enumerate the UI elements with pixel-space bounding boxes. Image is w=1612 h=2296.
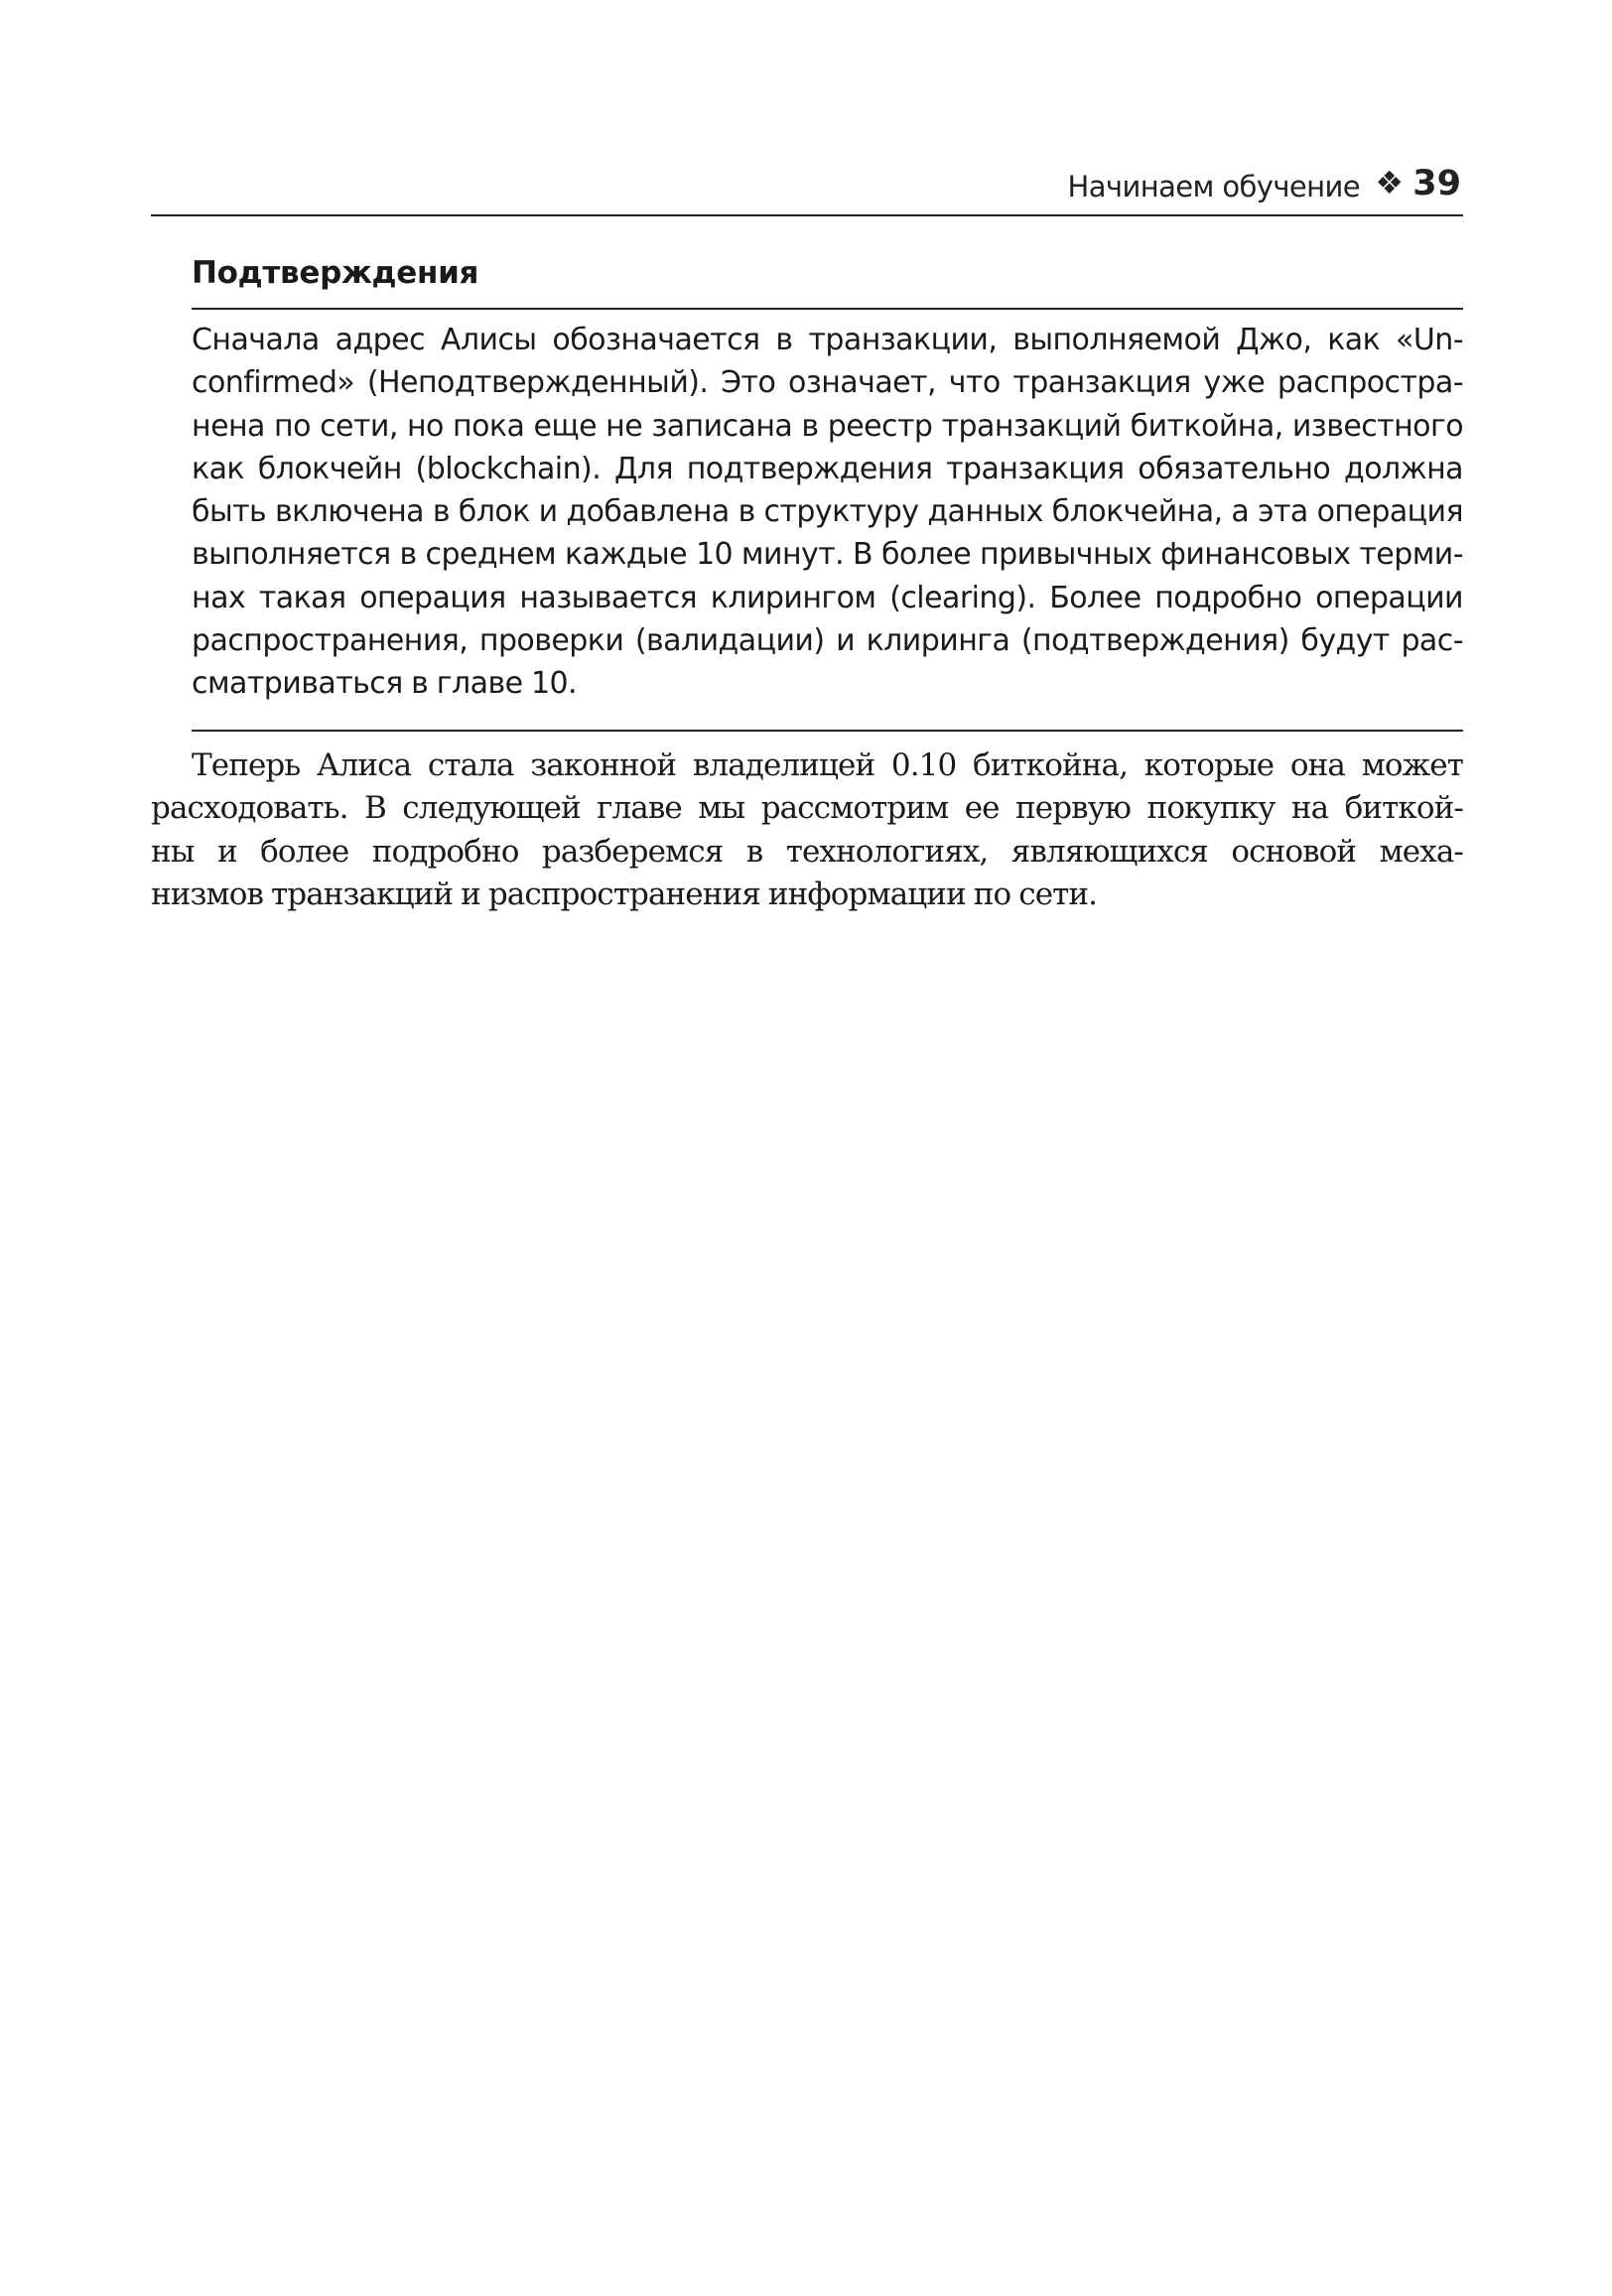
body-line: Теперь Алиса стала законной владелицей 0.10 биткойна, которые она может xyxy=(192,747,1463,783)
body-paragraph xyxy=(151,744,1463,916)
sidebar-line: confirmed» (Неподтвержденный). Это означает, что транзакция уже распростра- xyxy=(192,365,1463,401)
sidebar-box xyxy=(192,243,1463,732)
page-number: 39 xyxy=(1412,164,1461,203)
sidebar-line: выполняется в среднем каждые 10 минут. В более привычных финансовых терми- xyxy=(192,537,1463,573)
sidebar-line: нена по сети, но пока еще не записана в реестр транзакций биткойна, известного xyxy=(192,408,1463,444)
sidebar-line: Сначала адрес Алисы обозначается в транзакции, выполняемой Джо, как «Un- xyxy=(192,323,1463,357)
body-line: ны и более подробно разберемся в технологиях, являющихся основой меха- xyxy=(151,833,1463,870)
ornament-icon: ❖ xyxy=(1375,164,1404,202)
sidebar-line: быть включена в блок и добавлена в структуру данных блокчейна, а эта операция xyxy=(192,494,1463,530)
sidebar-paragraph xyxy=(192,310,1463,732)
sidebar-line: нах такая операция называется клирингом (clearing). Более подробно операции xyxy=(192,580,1463,615)
body-line: расходовать. В следующей главе мы рассмотрим ее первую покупку на биткой- xyxy=(151,790,1463,827)
sidebar-line: сматриваться в главе 10. xyxy=(192,666,578,702)
header-section-title: Начинаем обучение xyxy=(1067,170,1360,203)
running-header xyxy=(151,159,1463,216)
sidebar-line: распространения, проверки (валидации) и клиринга (подтверждения) будут рас- xyxy=(192,623,1463,659)
sidebar-title: Подтверждения xyxy=(192,258,1463,310)
sidebar-line: как блокчейн (blockchain). Для подтверждения транзакция обязательно должна xyxy=(192,451,1463,486)
body-line: низмов транзакций и распространения информации по сети. xyxy=(151,876,1098,912)
